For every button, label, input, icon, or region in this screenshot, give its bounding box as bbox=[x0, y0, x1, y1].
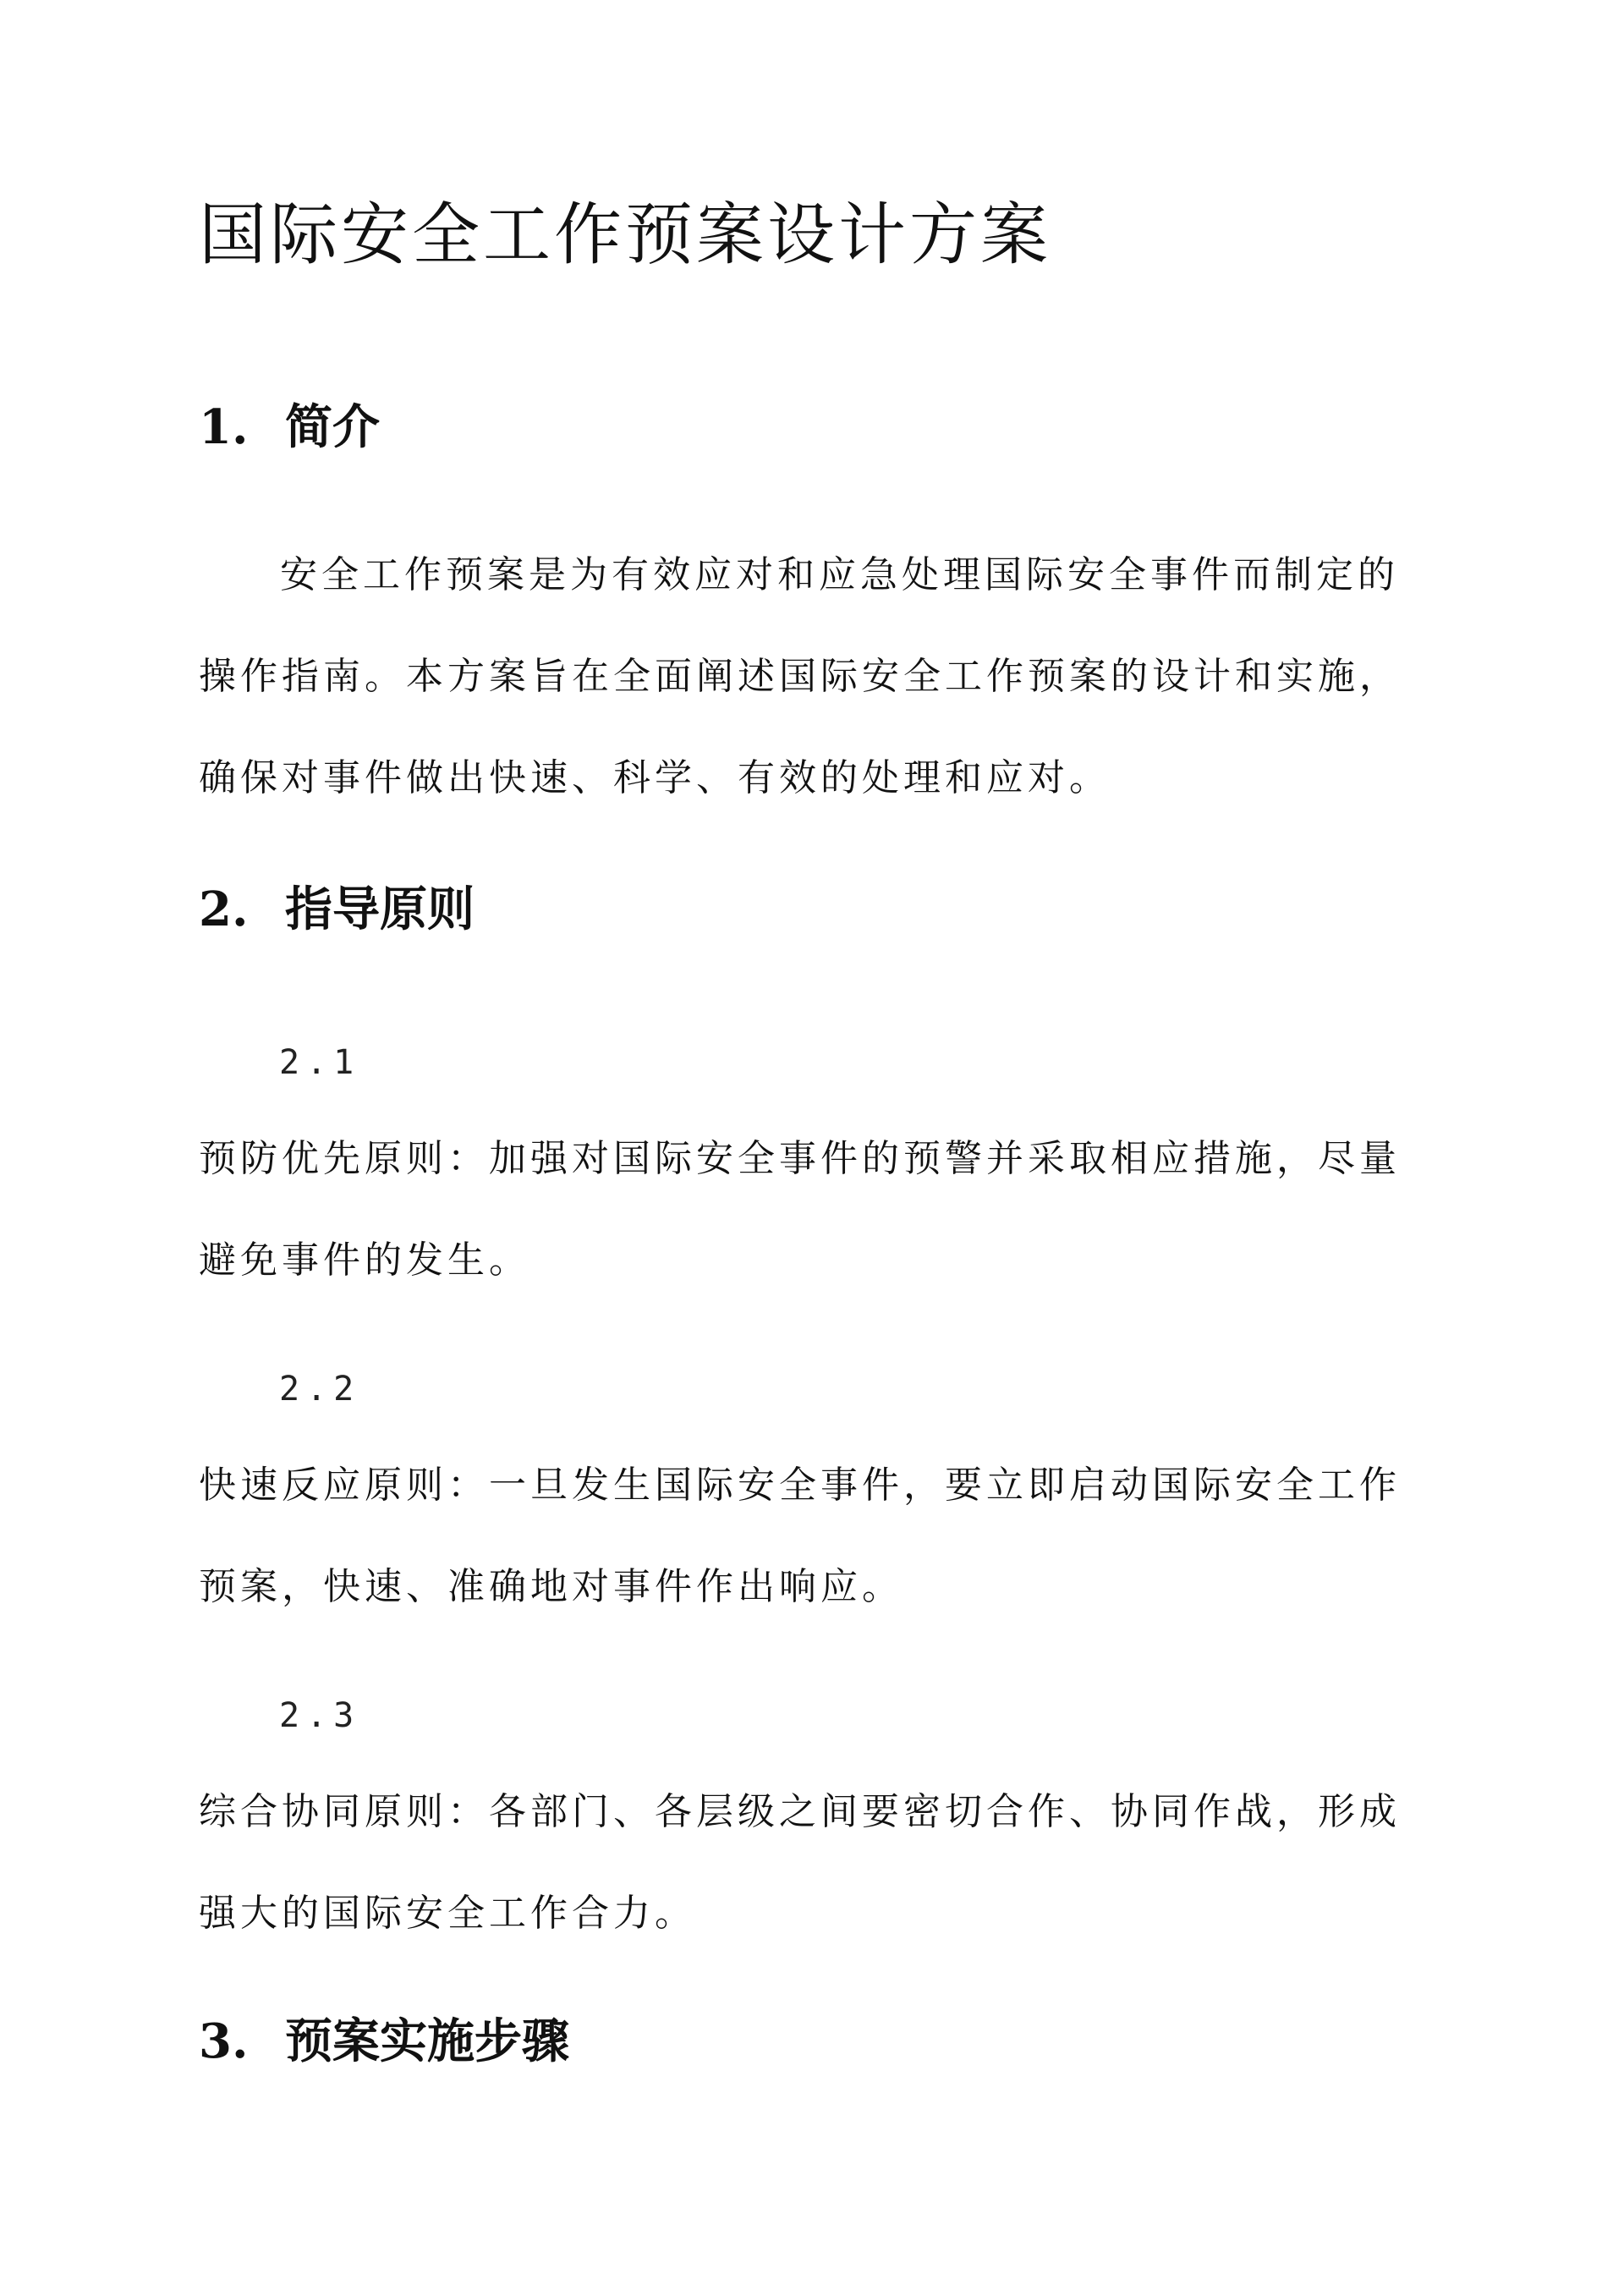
principle-number: 2.2 bbox=[279, 1370, 361, 1409]
principle-number: 2.1 bbox=[279, 1043, 361, 1082]
principle-number: 2.3 bbox=[279, 1696, 361, 1735]
principle-text: 快速反应原则：一旦发生国际安全事件，要立即启动国际安全工作预案，快速、准确地对事件作出响应。 bbox=[199, 1464, 1401, 1608]
principle-text: 预防优先原则：加强对国际安全事件的预警并采取相应措施，尽量避免事件的发生。 bbox=[199, 1137, 1401, 1282]
section-title: 简介 bbox=[285, 399, 380, 455]
principle-text: 综合协同原则：各部门、各层级之间要密切合作、协同作战，形成强大的国际安全工作合力。 bbox=[199, 1790, 1401, 1935]
section-heading-steps bbox=[199, 2012, 569, 2071]
document-title: 国际安全工作预案设计方案 bbox=[199, 195, 1051, 274]
section-number: 2. bbox=[199, 882, 249, 937]
section-heading-intro bbox=[199, 398, 380, 457]
section-heading-principles bbox=[199, 880, 475, 939]
section-number: 1. bbox=[199, 399, 249, 455]
section-title: 预案实施步骤 bbox=[285, 2013, 569, 2069]
section-number: 3. bbox=[199, 2013, 249, 2069]
intro-paragraph: 安全工作预案是为有效应对和应急处理国际安全事件而制定的操作指南。本方案旨在全面阐述国际安全工作预案的设计和实施，确保对事件做出快速、科学、有效的处理和应对。 bbox=[199, 553, 1401, 799]
section-title: 指导原则 bbox=[285, 882, 475, 937]
